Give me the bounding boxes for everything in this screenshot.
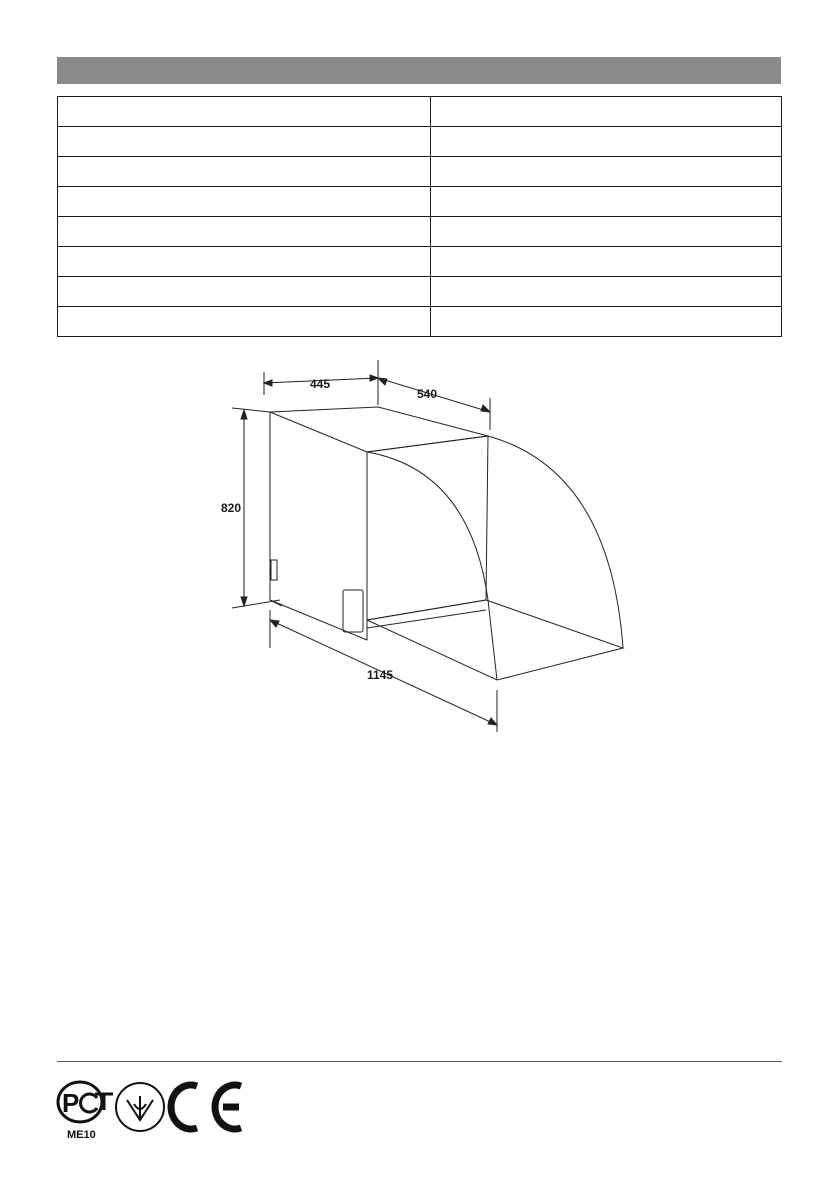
height-dimension-label: 820	[221, 501, 242, 515]
ukrsepro-icon	[116, 1083, 164, 1131]
depth-dimension-label: 540	[417, 387, 438, 401]
open-depth-dimension-label: 1145	[367, 668, 394, 682]
dimension-lines	[232, 360, 497, 732]
width-dimension-label: 445	[310, 377, 331, 391]
pct-certification-icon	[58, 1082, 113, 1122]
appliance-outline	[270, 407, 623, 680]
pct-code-label: ME10	[67, 1129, 96, 1141]
ce-mark-icon	[171, 1085, 241, 1129]
svg-text:P: P	[62, 1088, 80, 1118]
footer-rule	[57, 1061, 782, 1062]
certification-marks	[55, 1074, 255, 1144]
